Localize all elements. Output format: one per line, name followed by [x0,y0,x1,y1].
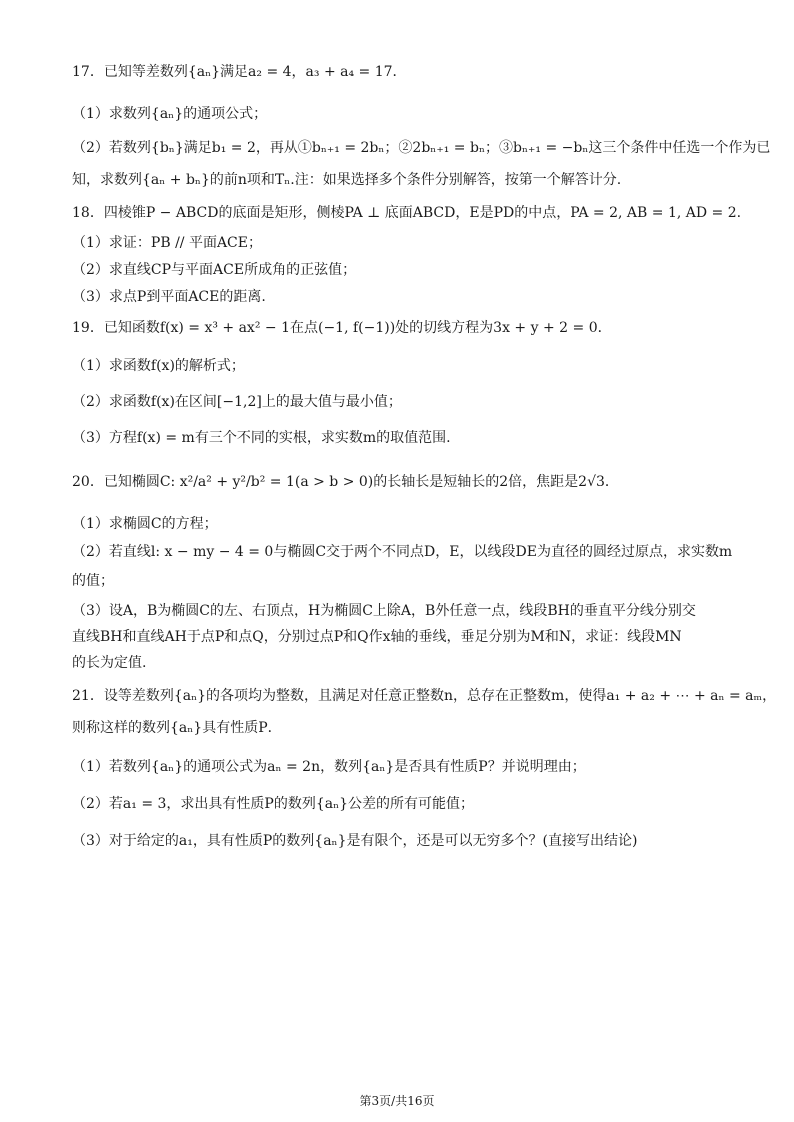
q18-stem: 18．四棱锥P − ABCD的底面是矩形，侧棱PA ⊥ 底面ABCD，E是PD的中点，PA = 2, AB = 1, AD = 2. [72,205,742,221]
q18-part2: （2）求直线CP与平面ACE所成角的正弦值； [72,262,357,278]
q21-part1: （1）若数列{aₙ}的通项公式为aₙ = 2n，数列{aₙ}是否具有性质P？并说明理由； [72,759,586,775]
q20-part2-cont: 的值； [72,573,114,589]
q18-part1: （1）求证：PB // 平面ACE； [72,235,262,251]
q20-part3: （3）设A，B为椭圆C的左、右顶点，H为椭圆C上除A，B外任意一点，线段BH的垂直平分线分别交 [72,603,696,619]
q17-part1: （1）求数列{aₙ}的通项公式； [72,106,268,122]
q20-stem: 20．已知椭圆C: x²/a² + y²/b² = 1(a > b > 0)的长轴长是短轴长的2倍，焦距是2√3． [72,474,619,490]
q19-part3: （3）方程f(x) = m有三个不同的实根，求实数m的取值范围. [72,430,451,446]
q19-stem: 19．已知函数f(x) = x³ + ax² − 1在点(−1, f(−1))处的切线方程为3x + y + 2 = 0． [72,320,612,336]
q21-stem-cont: 则称这样的数列{aₙ}具有性质P． [72,720,282,736]
q19-part2: （2）求函数f(x)在区间[−1,2]上的最大值与最小值； [72,394,402,410]
q21-stem: 21．设等差数列{aₙ}的各项均为整数，且满足对任意正整数n，总存在正整数m，使得a₁ + a₂ + ⋯ + aₙ = aₘ， [72,688,777,704]
q17-part2-cont: 知，求数列{aₙ + bₙ}的前n项和Tₙ.注：如果选择多个条件分别解答，按第一个解答计分. [72,172,622,188]
q20-part2: （2）若直线l: x − my − 4 = 0与椭圆C交于两个不同点D，E，以线段DE为直径的圆经过原点，求实数m [72,544,733,560]
page-number: 第3页/共16页 [359,1094,435,1108]
q20-part3-cont2: 的长为定值. [72,655,147,671]
q17-part2: （2）若数列{bₙ}满足b₁ = 2，再从①bₙ₊₁ = 2bₙ；②2bₙ₊₁ = bₙ；③bₙ₊₁ = −bₙ这三个条件中任选一个作为已 [72,140,771,156]
q21-part3: （3）对于给定的a₁，具有性质P的数列{aₙ}是有限个，还是可以无穷多个？(直接写出结论) [72,833,638,849]
q19-part1: （1）求函数f(x)的解析式； [72,358,245,374]
q21-part2: （2）若a₁ = 3，求出具有性质P的数列{aₙ}公差的所有可能值； [72,796,475,812]
q20-part1: （1）求椭圆C的方程； [72,516,218,532]
q20-part3-cont1: 直线BH和直线AH于点P和点Q，分别过点P和Q作x轴的垂线，垂足分别为M和N，求证：线段MN [72,629,682,645]
q18-part3: （3）求点P到平面ACE的距离. [72,289,266,305]
q17-stem: 17．已知等差数列{aₙ}满足a₂ = 4，a₃ + a₄ = 17． [72,64,407,80]
